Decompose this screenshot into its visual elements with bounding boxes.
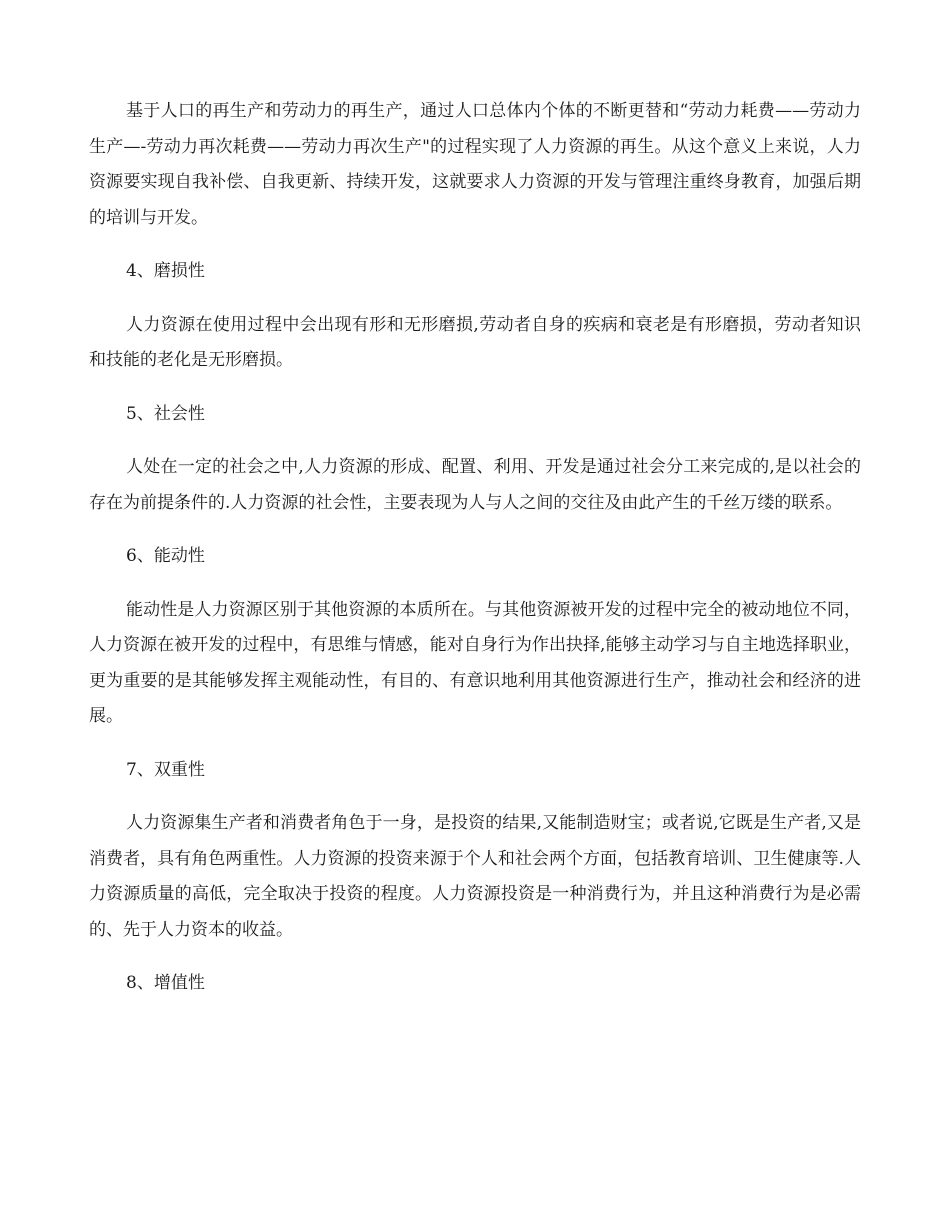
paragraph-wear: 人力资源在使用过程中会出现有形和无形磨损,劳动者自身的疾病和衰老是有形磨损，劳动者知识和技能的老化是无形磨损。 <box>89 314 861 370</box>
heading-wear: 4、磨损性 <box>126 261 205 281</box>
heading-social: 5、社会性 <box>126 403 205 424</box>
heading-initiative: 6、能动性 <box>126 546 205 566</box>
heading-duality: 7、双重性 <box>126 759 205 780</box>
heading-value-added: 8、增值性 <box>126 973 205 993</box>
document-body <box>89 94 861 1020</box>
paragraph-duality: 人力资源集生产者和消费者角色于一身，是投资的结果,又能制造财宝；或者说,它既是生产者,又是消费者，具有角色两重性。人力资源的投资来源于个人和社会两个方面，包括教育培训、卫生健康等.人力资源质量的高低，完全取决于投资的程度。人力资源投资是一种消费行为，并且这种消费行为是必需的、先于人力资本的收益。 <box>89 813 861 940</box>
paragraph-social: 人处在一定的社会之中,人力资源的形成、配置、利用、开发是通过社会分工来完成的,是以社会的存在为前提条件的.人力资源的社会性，主要表现为人与人之间的交往及由此产生的千丝万缕的联系。 <box>89 457 861 513</box>
paragraph-initiative: 能动性是人力资源区别于其他资源的本质所在。与其他资源被开发的过程中完全的被动地位不同，人力资源在被开发的过程中，有思维与情感，能对自身行为作出抉择,能够主动学习与自主地选择职业，更为重要的是其能够发挥主观能动性，有目的、有意识地利用其他资源进行生产，推动社会和经济的进展。 <box>89 599 861 726</box>
paragraph-regeneration: 基于人口的再生产和劳动力的再生产，通过人口总体内个体的不断更替和“劳动力耗费——劳动力生产—-劳动力再次耗费——劳动力再次生产"的过程实现了人力资源的再生。从这个意义上来说，人力资源要实现自我补偿、自我更新、持续开发，这就要求人力资源的开发与管理注重终身教育，加强后期的培训与开发。 <box>89 101 861 228</box>
